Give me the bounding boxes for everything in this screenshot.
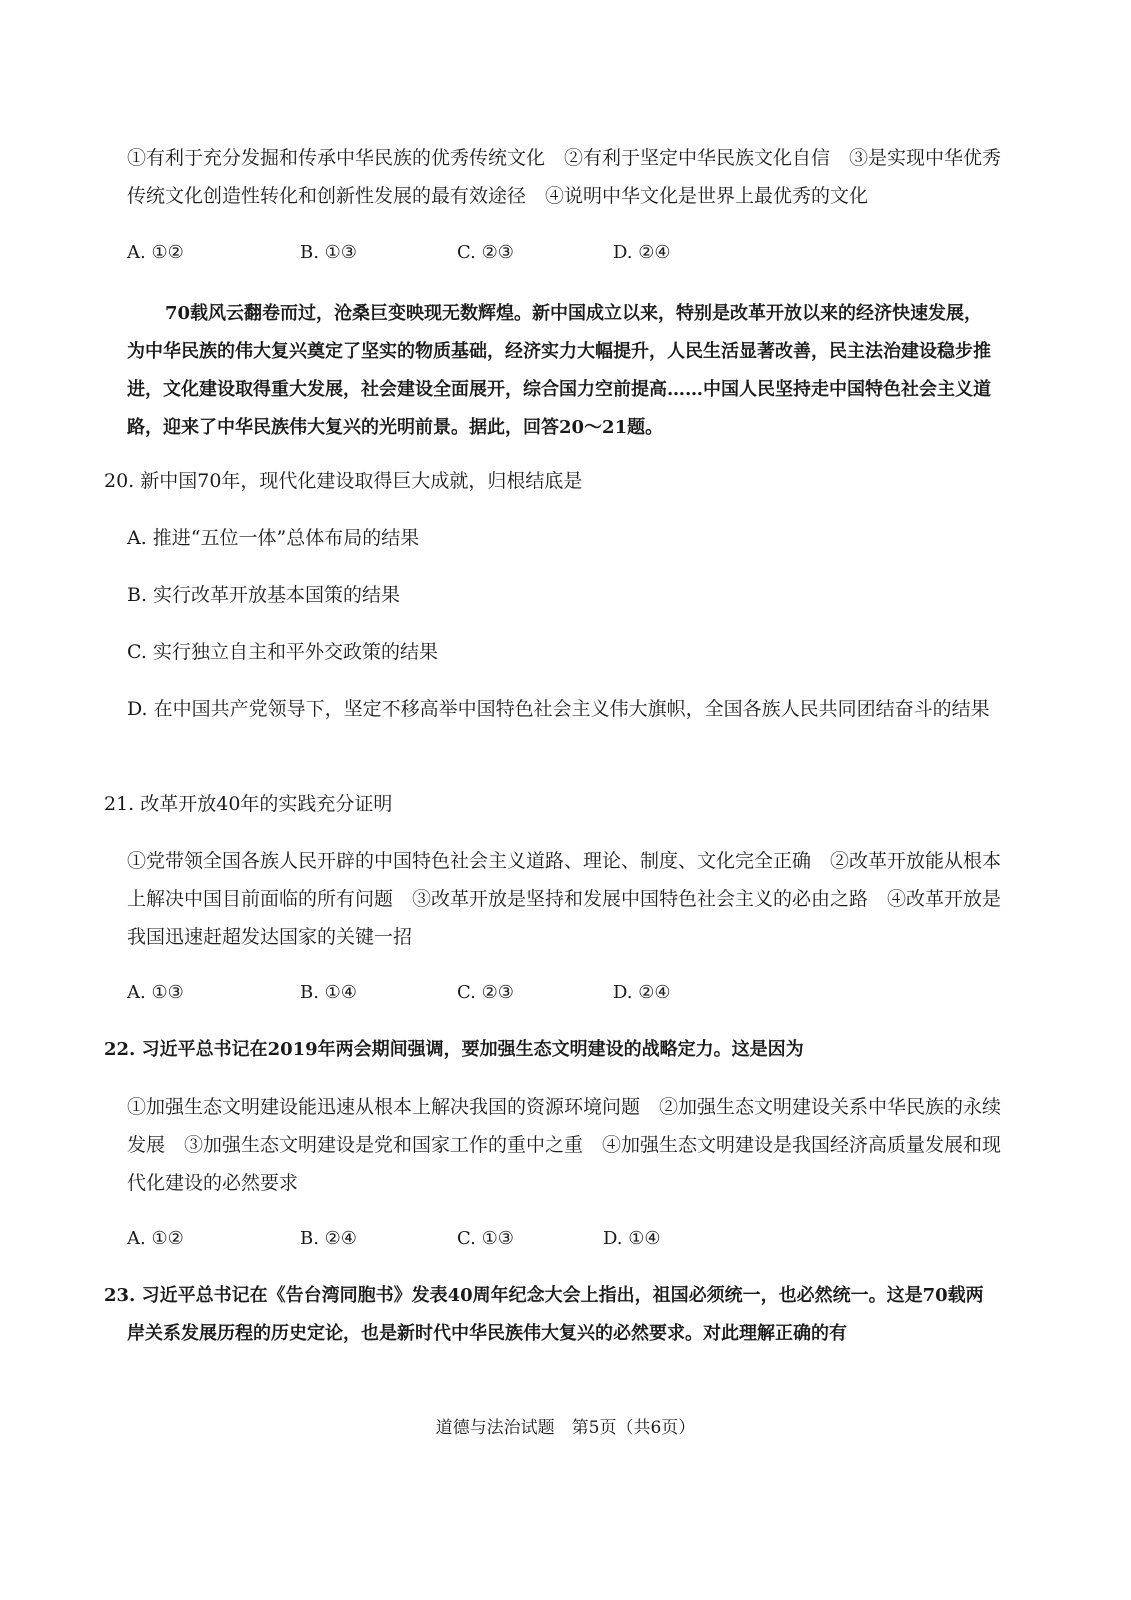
q19-option-d[interactable]: D. ②④: [613, 242, 671, 263]
q19-option-a[interactable]: A. ①②: [127, 242, 184, 263]
q20-option-d[interactable]: D. 在中国共产党领导下，坚定不移高举中国特色社会主义伟大旗帜，全国各族人民共同团结奋斗的结果: [127, 698, 990, 720]
q20-option-b[interactable]: B. 实行改革开放基本国策的结果: [127, 584, 401, 606]
q19-option-b[interactable]: B. ①③: [300, 242, 357, 263]
q21-statements: ①党带领全国各族人民开辟的中国特色社会主义道路、理论、制度、文化完全正确 ②改革开放能从根本上解决中国目前面临的所有问题 ③改革开放是坚持和发展中国特色社会主义的必由之路 ④改革开放是我国迅速赶超发达国家的关键一招: [127, 850, 1002, 948]
q19-option-c[interactable]: C. ②③: [457, 242, 514, 263]
q22-option-c[interactable]: C. ①③: [457, 1228, 514, 1249]
q20-option-a[interactable]: A. 推进“五位一体”总体布局的结果: [127, 527, 420, 549]
q22-stem: 22. 习近平总书记在2019年两会期间强调，要加强生态文明建设的战略定力。这是因为: [104, 1039, 804, 1060]
q20-stem: 20. 新中国70年，现代化建设取得巨大成就，归根结底是: [104, 470, 583, 492]
q22-option-a[interactable]: A. ①②: [127, 1228, 184, 1249]
q22-statements: ①加强生态文明建设能迅速从根本上解决我国的资源环境问题 ②加强生态文明建设关系中华民族的永续发展 ③加强生态文明建设是党和国家工作的重中之重 ④加强生态文明建设是我国经济高质量发展和现代化建设的必然要求: [127, 1096, 1002, 1194]
q22-option-d[interactable]: D. ①④: [603, 1228, 661, 1249]
q22-option-b[interactable]: B. ②④: [300, 1228, 357, 1249]
q21-option-a[interactable]: A. ①③: [127, 982, 184, 1003]
q21-option-b[interactable]: B. ①④: [300, 982, 357, 1003]
material-passage: 70载风云翻卷而过，沧桑巨变映现无数辉煌。新中国成立以来，特别是改革开放以来的经济快速发展，为中华民族的伟大复兴奠定了坚实的物质基础，经济实力大幅提升，人民生活显著改善，民主法治建设稳步推进，文化建设取得重大发展，社会建设全面展开，综合国力空前提高……中国人民坚持走中国特色社会主义道路，迎来了中华民族伟大复兴的光明前景。据此，回答20～21题。: [127, 303, 991, 438]
q21-stem: 21. 改革开放40年的实践充分证明: [104, 793, 393, 815]
q21-option-d[interactable]: D. ②④: [613, 982, 671, 1003]
page-footer: 道德与法治试题 第5页（共6页）: [435, 1418, 696, 1438]
q23-stem: 23. 习近平总书记在《告台湾同胞书》发表40周年纪念大会上指出，祖国必须统一，也必然统一。这是70载两岸关系发展历程的历史定论，也是新时代中华民族伟大复兴的必然要求。对此理解正确的有: [104, 1285, 984, 1344]
q19-statements: ①有利于充分发掘和传承中华民族的优秀传统文化 ②有利于坚定中华民族文化自信 ③是实现中华优秀传统文化创造性转化和创新性发展的最有效途径 ④说明中华文化是世界上最优秀的文化: [127, 147, 1002, 207]
q21-option-c[interactable]: C. ②③: [457, 982, 514, 1003]
q20-option-c[interactable]: C. 实行独立自主和平外交政策的结果: [127, 641, 438, 663]
